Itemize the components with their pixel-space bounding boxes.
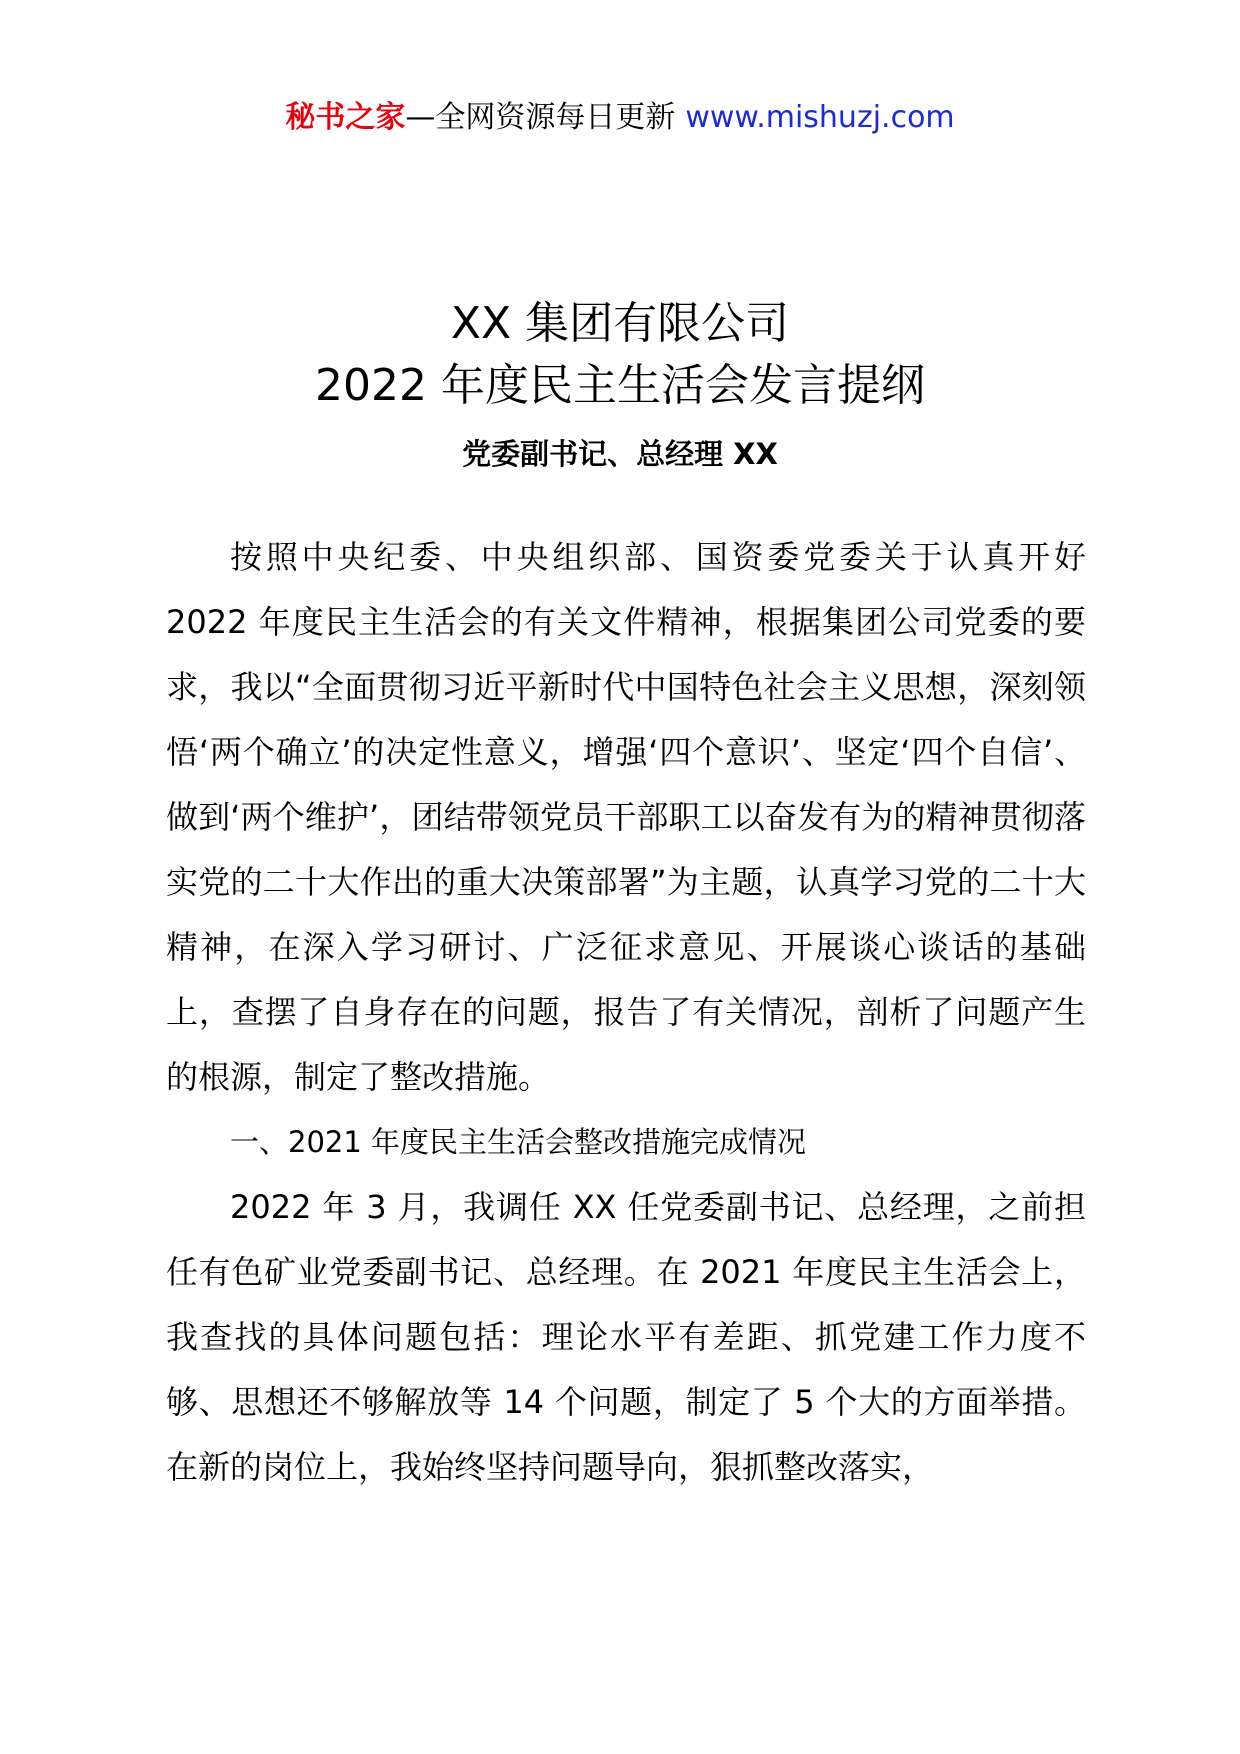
document-title-line1: XX 集团有限公司 bbox=[450, 298, 790, 349]
site-header bbox=[0, 98, 1240, 138]
document-body bbox=[166, 525, 1086, 1500]
site-slogan: —全网资源每日更新 bbox=[405, 100, 676, 135]
site-url-link[interactable]: www.mishuzj.com bbox=[685, 100, 955, 135]
document-subtitle: 党委副书记、总经理 XX bbox=[462, 437, 778, 471]
body-paragraph-1: 按照中央纪委、中央组织部、国资委党委关于认真开好 2022 年度民主生活会的有关文件精神，根据集团公司党委的要求，我以“全面贯彻习近平新时代中国特色社会主义思想，深刻领悟‘两个确立’的决定性意义，增强‘四个意识’、坚定‘四个自信’、做到‘两个维护’，团结带领党员干部职工以奋发有为的精神贯彻落实党的二十大作出的重大决策部署”为主题，认真学习党的二十大精神，在深入学习研讨、广泛征求意见、开展谈心谈话的基础上，查摆了自身存在的问题，报告了有关情况，剖析了问题产生的根源，制定了整改措施。 bbox=[166, 538, 1086, 1096]
site-brand: 秘书之家 bbox=[285, 100, 406, 135]
document-title-line2: 2022 年度民主生活会发言提纲 bbox=[315, 360, 925, 411]
body-paragraph-2: 2022 年 3 月，我调任 XX 任党委副书记、总经理，之前担任有色矿业党委副书记、总经理。在 2021 年度民主生活会上，我查找的具体问题包括：理论水平有差距、抓党建工作力度不够、思想还不够解放等 14 个问题，制定了 5 个大的方面举措。在新的岗位上，我始终坚持问题导向，狠抓整改落实， bbox=[166, 1188, 1086, 1486]
section-heading-1: 一、2021 年度民主生活会整改措施完成情况 bbox=[230, 1125, 807, 1159]
